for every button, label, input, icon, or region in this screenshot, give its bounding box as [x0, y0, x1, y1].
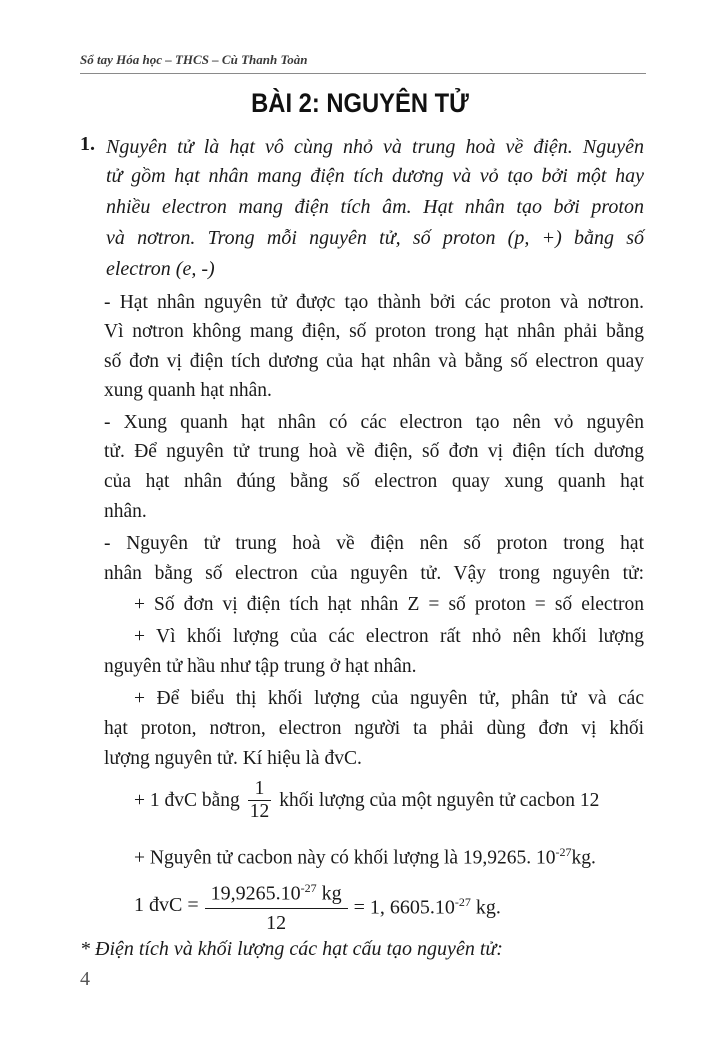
lesson-title: BÀI 2: NGUYÊN TỬ [251, 88, 469, 118]
para3-line-1: - Nguyên tử trung hoà về điện nên số proton trong hạt [104, 533, 644, 554]
intro-line-5: electron (e, -) [106, 258, 215, 280]
bullet-unit-line-2: hạt proton, nơtron, electron người ta phải dùng đơn vị khối [104, 718, 644, 739]
bullet-unit-line-1: + Để biểu thị khối lượng của nguyên tử, phân tử và các [134, 688, 644, 709]
carbon-mass-text: + Nguyên tử cacbon này có khối lượng là 19,9265. 10 [134, 847, 556, 869]
formula-lhs: 1 đvC = [134, 893, 199, 916]
para1-line-1: - Hạt nhân nguyên tử được tạo thành bởi các proton và nơtron. [104, 292, 644, 313]
para2-line-1: - Xung quanh hạt nhân có các electron tạo nên vỏ nguyên [104, 412, 644, 433]
para2-line-4: nhân. [104, 501, 147, 522]
para1-line-3: số đơn vị điện tích dương của hạt nhân và bằng số electron quay [104, 351, 644, 372]
formula-rhs-exponent: -27 [454, 895, 471, 909]
fraction-numerator: 1 [254, 778, 265, 799]
carbon-mass-unit: kg. [571, 847, 596, 869]
dvc-formula [134, 874, 501, 937]
bullet-charge: + Số đơn vị điện tích hạt nhân Z = số proton = số electron [134, 594, 644, 615]
para1-line-2: Vì nơtron không mang điện, số proton trong hạt nhân phải bằng [104, 321, 644, 342]
para3-line-2: nhân bằng số electron của nguyên tử. Vậy trong nguyên tử: [104, 563, 644, 584]
intro-line-4: và nơtron. Trong mỗi nguyên tử, số proton (p, +) bằng số [106, 227, 644, 249]
dvc-prefix: + 1 đvC bằng [134, 790, 240, 811]
formula-num-unit: kg [316, 882, 342, 905]
bullet-unit-line-3: lượng nguyên tử. Kí hiệu là đvC. [104, 748, 362, 769]
para2-line-2: tử. Để nguyên tử trung hoà về điện, số đơn vị điện tích dương [104, 441, 644, 462]
particles-note: * Điện tích và khối lượng các hạt cấu tạo nguyên tử: [80, 938, 503, 960]
formula-numerator [205, 874, 348, 908]
intro-line-1: Nguyên tử là hạt vô cùng nhỏ và trung hoà về điện. Nguyên [106, 136, 644, 158]
bullet-dvc-definition [134, 778, 644, 823]
carbon-mass-exponent: -27 [555, 845, 572, 859]
intro-line-3: nhiều electron mang điện tích âm. Hạt nhân tạo bởi proton [106, 196, 644, 218]
formula-rhs-unit: kg. [470, 896, 501, 919]
para1-line-4: xung quanh hạt nhân. [104, 380, 272, 401]
formula-fraction [205, 874, 348, 937]
running-header: Sổ tay Hóa học – THCS – Cù Thanh Toàn [80, 52, 308, 67]
formula-num-base: 19,9265.10 [210, 882, 301, 905]
intro-line-2: tử gồm hạt nhân mang điện tích dương và vỏ tạo bởi một hay [106, 165, 644, 187]
para2-line-3: của hạt nhân đúng bằng số electron quay xung quanh hạt [104, 471, 644, 492]
fraction-one-twelfth [248, 778, 272, 823]
formula-denominator: 12 [205, 908, 348, 937]
formula-rhs [354, 888, 501, 923]
item-number: 1. [80, 133, 95, 155]
header-divider [80, 73, 646, 74]
bullet-mass-line-2: nguyên tử hầu như tập trung ở hạt nhân. [104, 656, 417, 677]
fraction-denominator: 12 [249, 801, 270, 822]
dvc-suffix: khối lượng của một nguyên tử cacbon 12 [279, 790, 600, 811]
bullet-mass-line-1: + Vì khối lượng của các electron rất nhỏ nên khối lượng [134, 626, 644, 647]
bullet-carbon-mass [134, 838, 644, 873]
formula-num-exponent: -27 [300, 881, 317, 895]
page-number: 4 [80, 968, 90, 990]
formula-rhs-base: = 1, 6605.10 [353, 896, 455, 919]
